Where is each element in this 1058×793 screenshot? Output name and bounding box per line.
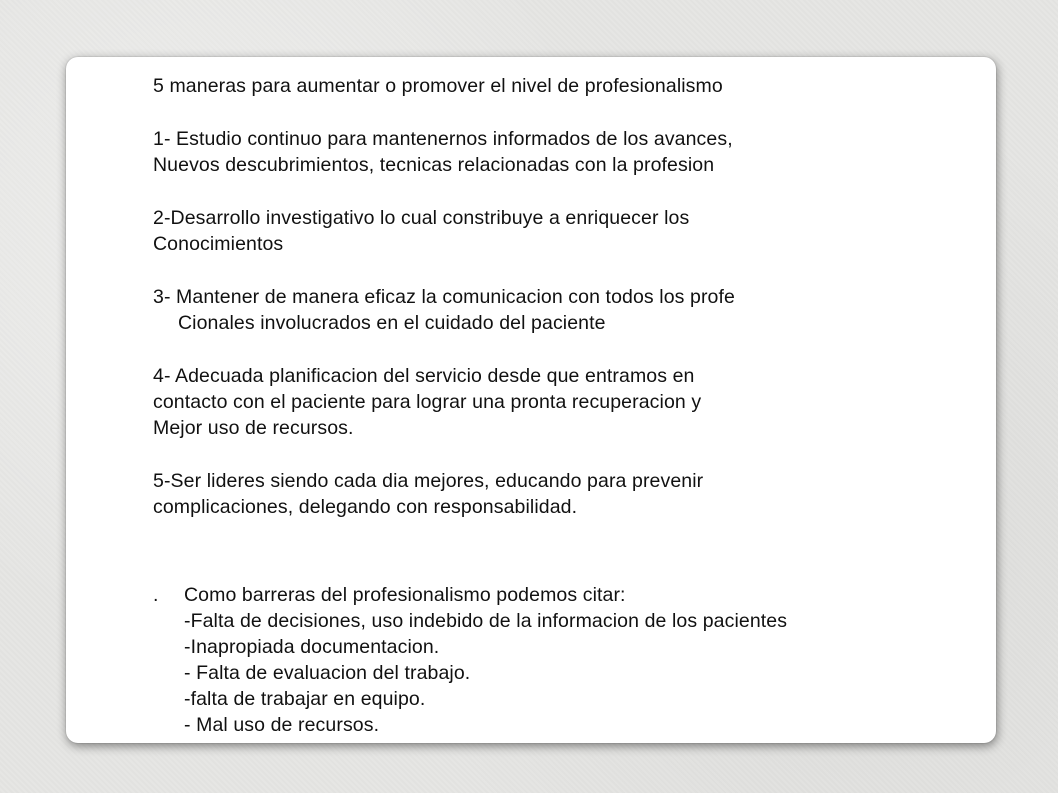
barriers-bullet: . bbox=[153, 584, 159, 606]
item-3-line-1: 3- Mantener de manera eficaz la comunicacion con todos los profe bbox=[153, 286, 735, 308]
barriers-section bbox=[184, 582, 787, 738]
slide-title: 5 maneras para aumentar o promover el nivel de profesionalismo bbox=[153, 75, 723, 97]
barrier-item: - Falta de evaluacion del trabajo. bbox=[184, 662, 471, 684]
barrier-item: - Mal uso de recursos. bbox=[184, 714, 380, 736]
item-3-line-2: Cionales involucrados en el cuidado del paciente bbox=[178, 312, 606, 334]
item-5-line-2: complicaciones, delegando con responsabilidad. bbox=[153, 496, 578, 518]
barrier-item: -Falta de decisiones, uso indebido de la informacion de los pacientes bbox=[184, 610, 788, 632]
item-1-line-1: 1- Estudio continuo para mantenernos informados de los avances, bbox=[153, 128, 733, 150]
barrier-item: -falta de trabajar en equipo. bbox=[184, 688, 426, 710]
barriers-heading: Como barreras del profesionalismo podemos citar: bbox=[184, 584, 626, 606]
barrier-item: -Inapropiada documentacion. bbox=[184, 636, 440, 658]
item-4-line-3: Mejor uso de recursos. bbox=[153, 417, 354, 439]
item-4-line-2: contacto con el paciente para lograr una pronta recuperacion y bbox=[153, 391, 702, 413]
slide-body bbox=[153, 73, 735, 520]
item-2-line-2: Conocimientos bbox=[153, 233, 284, 255]
item-5-line-1: 5-Ser lideres siendo cada dia mejores, educando para prevenir bbox=[153, 470, 704, 492]
item-1-line-2: Nuevos descubrimientos, tecnicas relacionadas con la profesion bbox=[153, 154, 715, 176]
item-4-line-1: 4- Adecuada planificacion del servicio desde que entramos en bbox=[153, 365, 695, 387]
item-2-line-1: 2-Desarrollo investigativo lo cual constribuye a enriquecer los bbox=[153, 207, 690, 229]
